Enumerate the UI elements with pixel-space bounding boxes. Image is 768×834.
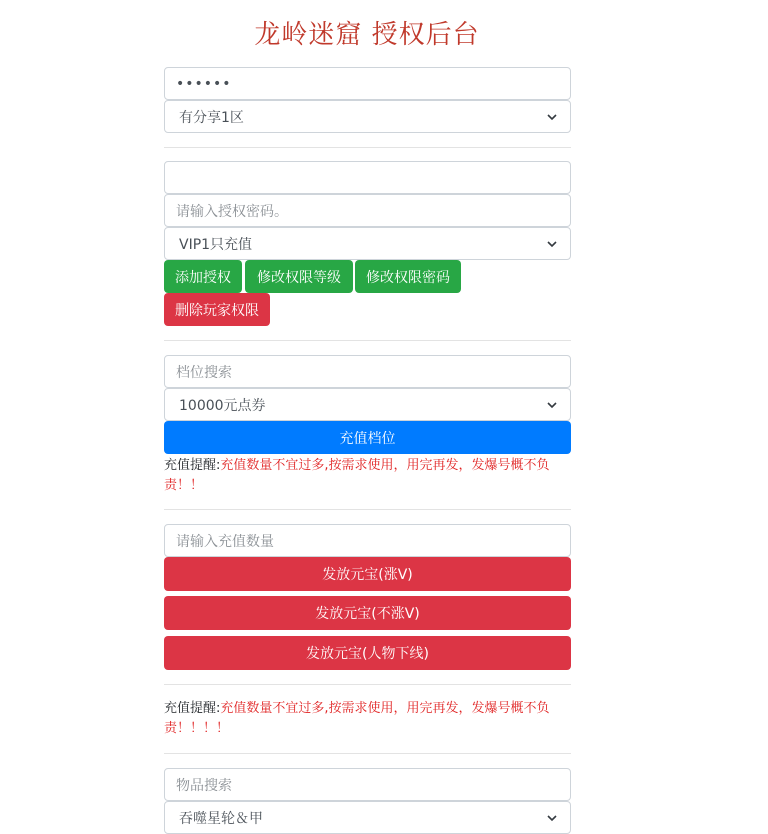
reminder-text: 充值数量不宜过多,按需求使用，用完再发，发爆号概不负责！！ [164, 458, 550, 493]
tier-search-input[interactable]: 档位搜索 [164, 355, 571, 388]
chevron-down-icon [547, 239, 557, 249]
tier-reminder [164, 456, 571, 496]
delete-permission-button[interactable]: 删除玩家权限 [164, 293, 270, 326]
reminder-label: 充值提醒: [164, 458, 221, 473]
divider [164, 684, 571, 685]
modify-level-button[interactable]: 修改权限等级 [245, 260, 353, 293]
divider [164, 147, 571, 148]
main-panel [164, 0, 571, 834]
account-input[interactable] [164, 161, 571, 194]
add-auth-button[interactable]: 添加授权 [164, 260, 242, 293]
chevron-down-icon [547, 112, 557, 122]
recharge-tier-button[interactable]: 充值档位 [164, 421, 571, 454]
reminder-label: 充值提醒: [164, 701, 221, 716]
level-select-value: VIP1只充值 [179, 236, 253, 253]
divider [164, 340, 571, 341]
amount-input[interactable]: 请输入充值数量 [164, 524, 571, 557]
page-title: 龙岭迷窟 授权后台 [254, 20, 480, 50]
yuanbao-reminder [164, 699, 571, 739]
item-search-input[interactable]: 物品搜索 [164, 768, 571, 801]
item-select[interactable] [164, 801, 571, 834]
divider [164, 509, 571, 510]
chevron-down-icon [547, 813, 557, 823]
issue-yuanbao-offline-button[interactable]: 发放元宝(人物下线) [164, 636, 571, 670]
tier-select[interactable] [164, 388, 571, 421]
reminder-text: 充值数量不宜过多,按需求使用，用完再发，发爆号概不负责！！！！ [164, 701, 550, 736]
issue-yuanbao-no-vip-button[interactable]: 发放元宝(不涨V) [164, 596, 571, 630]
server-select-value: 有分享1区 [179, 109, 244, 126]
tier-select-value: 10000元点券 [179, 397, 266, 414]
chevron-down-icon [547, 400, 557, 410]
item-select-value: 吞噬星轮＆甲 [179, 810, 263, 827]
divider [164, 753, 571, 754]
auth-password-input[interactable]: 请输入授权密码。 [164, 194, 571, 227]
password-field[interactable]: •••••• [164, 67, 571, 100]
issue-yuanbao-vip-button[interactable]: 发放元宝(涨V) [164, 557, 571, 591]
server-select[interactable] [164, 100, 571, 133]
level-select[interactable] [164, 227, 571, 260]
modify-password-button[interactable]: 修改权限密码 [355, 260, 461, 293]
